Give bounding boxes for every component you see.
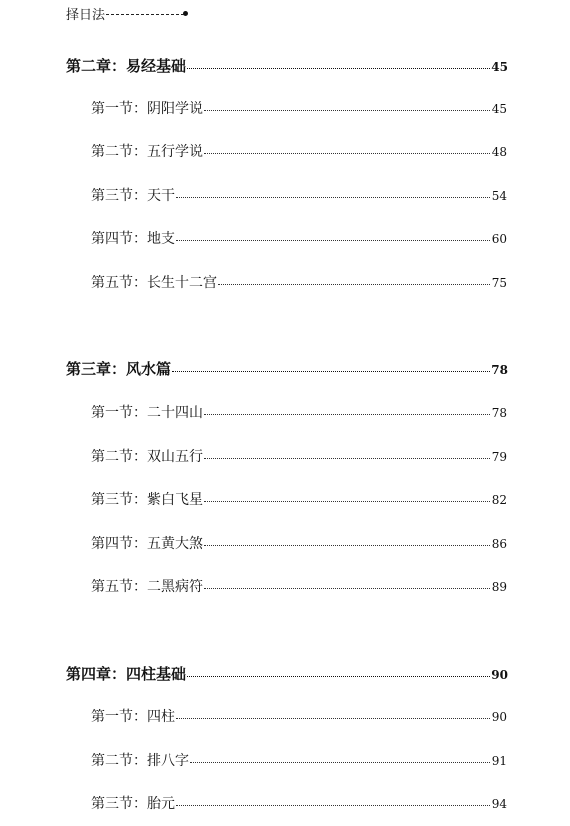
section-entry	[91, 406, 507, 420]
section-title: 第一节：阴阳学说	[91, 101, 203, 117]
section-title: 第四节：地支	[91, 231, 175, 247]
section-title: 第二节：五行学说	[91, 144, 203, 160]
leader-dots	[204, 500, 490, 502]
leader-dots	[204, 544, 490, 546]
leader-dots	[172, 370, 490, 372]
page-number: 90	[491, 710, 507, 724]
toc-entry-title: 择日法	[66, 8, 106, 23]
leader-dots	[176, 196, 490, 198]
section-title: 第三节：天干	[91, 188, 175, 204]
page-number: 48	[491, 145, 507, 159]
section-title: 第二节：双山五行	[91, 449, 203, 465]
section-entry	[91, 710, 507, 724]
section-entry	[91, 450, 507, 464]
chapter-heading	[66, 59, 508, 74]
leader-dots	[176, 717, 490, 719]
page-number: 90	[491, 668, 508, 682]
page-number: 82	[491, 493, 507, 507]
leader-dots	[218, 283, 490, 285]
leader-dots	[176, 239, 490, 241]
leader-dots	[204, 413, 490, 415]
section-title: 第一节：二十四山	[91, 405, 203, 421]
section-title: 第一节：四柱	[91, 709, 175, 725]
section-title: 第四节：五黄大煞	[91, 536, 203, 552]
page-number: 79	[491, 450, 507, 464]
section-entry	[91, 102, 507, 116]
chapter-heading	[66, 362, 508, 377]
page-number: 54	[491, 189, 507, 203]
leader-dots	[190, 761, 490, 763]
leader-dots	[204, 587, 490, 589]
leader-dots	[204, 109, 490, 111]
page-number: 78	[491, 406, 507, 420]
chapter-title: 第二章：易经基础	[66, 57, 187, 75]
section-entry	[91, 232, 507, 246]
section-entry	[91, 537, 507, 551]
section-title: 第五节：二黑病符	[91, 579, 203, 595]
leader-dots	[204, 152, 490, 154]
section-entry	[91, 580, 507, 594]
toc-entry-top	[66, 4, 188, 23]
leader-dots	[187, 675, 490, 677]
section-title: 第五节：长生十二宫	[91, 275, 217, 291]
page-number: 45	[491, 60, 508, 74]
section-entry	[91, 276, 507, 290]
section-entry	[91, 189, 507, 203]
section-entry	[91, 493, 507, 507]
section-entry	[91, 754, 507, 768]
page-number: 75	[491, 276, 507, 290]
page-number: 45	[491, 102, 507, 116]
page-number: 60	[491, 232, 507, 246]
page-number: 78	[491, 363, 508, 377]
page-number: 86	[491, 537, 507, 551]
leader-dots	[204, 457, 490, 459]
page-number: 91	[491, 754, 507, 768]
chapter-title: 第四章：四柱基础	[66, 665, 187, 683]
section-title: 第三节：紫白飞星	[91, 492, 203, 508]
section-title: 第三节：胎元	[91, 796, 175, 812]
page-number: 94	[491, 797, 507, 811]
leader-dots	[187, 67, 490, 69]
chapter-title: 第三章：风水篇	[66, 360, 172, 378]
section-entry	[91, 145, 507, 159]
chapter-heading	[66, 667, 508, 682]
leader-dashes	[106, 14, 184, 15]
page-number: 89	[491, 580, 507, 594]
section-title: 第二节：排八字	[91, 753, 189, 769]
section-entry	[91, 797, 507, 811]
leader-dots	[176, 804, 490, 806]
